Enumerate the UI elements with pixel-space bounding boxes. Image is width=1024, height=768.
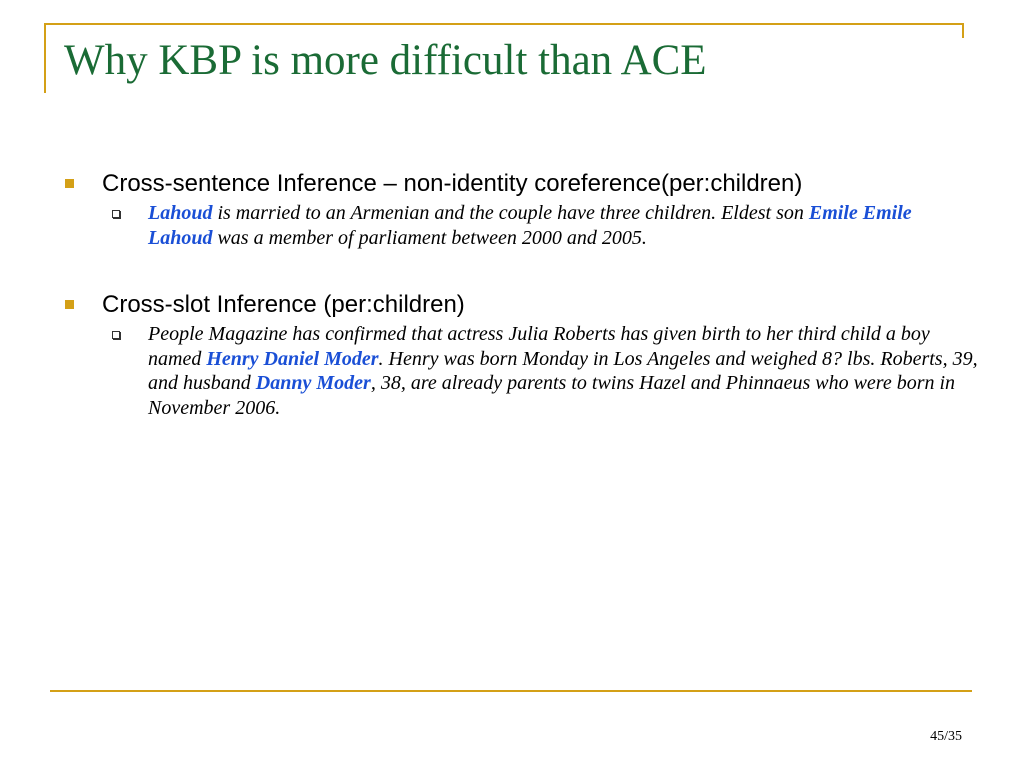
sub-bullet-text — [148, 201, 978, 250]
text-run: was a member of parliament between 2000 and 2005. — [212, 226, 647, 249]
text-run: , 38, are already parents to twins Hazel and Phinnaeus who were born in November 2006. — [148, 372, 956, 419]
hollow-square-bullet-icon — [112, 331, 120, 339]
highlighted-entity: Lahoud — [148, 202, 213, 224]
title-frame-left-rule — [44, 23, 46, 93]
title-frame-right-rule — [962, 23, 964, 38]
square-bullet-icon — [65, 179, 74, 188]
text-run: . Henry was born Monday in Los Angeles and weighed 8? lbs. Roberts, 39, and husband — [148, 347, 978, 394]
sub-bullet-text — [148, 322, 978, 420]
highlighted-entity: Danny Moder — [255, 372, 371, 394]
page-number: 45/35 — [930, 729, 962, 744]
text-run: is married to an Armenian and the couple have three children. Eldest son — [212, 202, 809, 224]
square-bullet-icon — [65, 300, 74, 309]
hollow-square-bullet-icon — [112, 210, 120, 218]
footer-rule — [50, 690, 972, 692]
text-run: People Magazine has confirmed that actress Julia Roberts has given birth to her third child a boy named — [148, 323, 930, 370]
slide-title: Why KBP is more difficult than ACE — [64, 37, 707, 84]
title-frame-top-rule — [44, 23, 964, 25]
bullet-text: Cross-slot Inference (per:children) — [102, 291, 465, 318]
highlighted-entity: Henry Daniel Moder — [206, 347, 379, 370]
highlighted-entity: Emile Emile Lahoud — [148, 202, 912, 249]
bullet-text: Cross-sentence Inference – non-identity coreference(per:children) — [102, 170, 803, 197]
